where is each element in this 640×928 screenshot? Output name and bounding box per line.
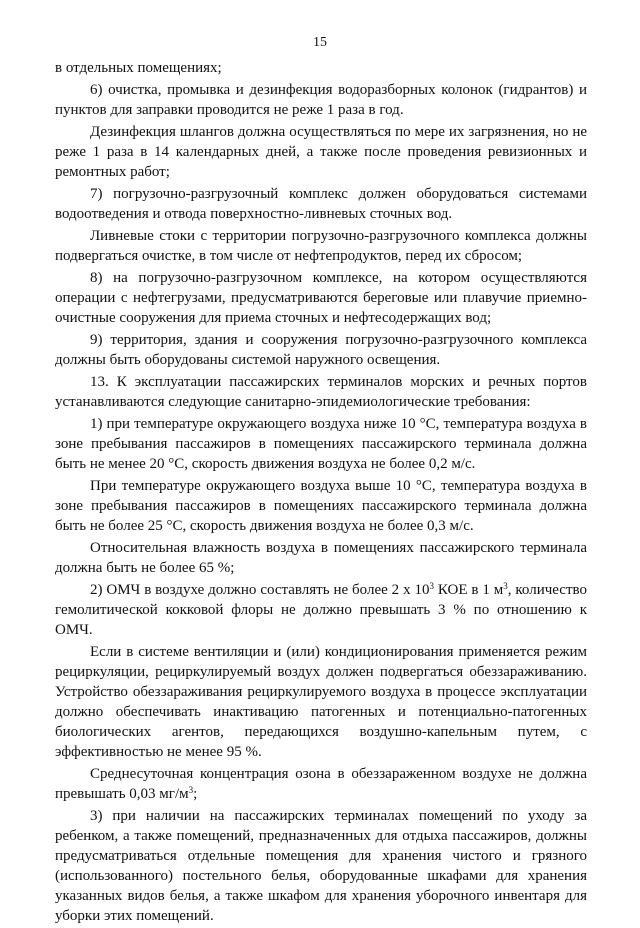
text-run: ; bbox=[193, 786, 198, 802]
paragraph: 9) территория, здания и сооружения погрузочно-разгрузочного комплекса должны быть оборудованы системой наружного освещения. bbox=[55, 332, 587, 368]
paragraph: 3) при наличии на пассажирских терминалах помещений по уходу за ребенком, а также помещений, предназначенных для отдыха пассажиров, должны предусматриваться отдельные помещения для хранения чистого и грязного (использованного) постельного белья, оборудованные шкафами для хранения указанных видов белья, а также шкафом для хранения уборочного инвентаря для уборки этих помещений. bbox=[55, 808, 587, 924]
paragraph: в отдельных помещениях; bbox=[55, 60, 222, 76]
paragraph: 8) на погрузочно-разгрузочном комплексе, на котором осуществляются операции с нефтегрузами, предусматриваются береговые или плавучие приемно-очистные сооружения для приема сточных и нефтесодержащих вод; bbox=[55, 270, 587, 326]
paragraph: Ливневые стоки с территории погрузочно-разгрузочного комплекса должны подвергаться очистке, в том числе от нефтепродуктов, перед их сбросом; bbox=[55, 228, 587, 264]
paragraph bbox=[55, 764, 587, 804]
paragraph: 6) очистка, промывка и дезинфекция водоразборных колонок (гидрантов) и пунктов для заправки проводится не реже 1 раза в год. bbox=[55, 82, 587, 118]
paragraph: 13. К эксплуатации пассажирских терминалов морских и речных портов устанавливаются следующие санитарно-эпидемиологические требования: bbox=[55, 374, 587, 410]
paragraph: Дезинфекция шлангов должна осуществляться по мере их загрязнения, но не реже 1 раза в 14 календарных дней, а также после проведения ревизионных и ремонтных работ; bbox=[55, 124, 587, 180]
superscript: 3 bbox=[188, 785, 194, 795]
paragraph: Относительная влажность воздуха в помещениях пассажирского терминала должна быть не более 65 %; bbox=[55, 540, 587, 576]
text-run: 2) ОМЧ в воздухе должно составлять не более 2 х 10 bbox=[90, 582, 430, 598]
superscript: 3 bbox=[503, 581, 508, 591]
paragraph: Если в системе вентиляции и (или) кондиционирования применяется режим рециркуляции, рециркулируемый воздух должен подвергаться обеззараживанию. Устройство обеззараживания рециркулируемого воздуха в процессе эксплуатации должно обеспечивать инактивацию патогенных и потенциально-патогенных биологических агентов, передающихся воздушно-капельным путем, с эффективностью не менее 95 %. bbox=[55, 644, 587, 760]
paragraph: 7) погрузочно-разгрузочный комплекс должен оборудоваться системами водоотведения и отвода поверхностно-ливневых сточных вод. bbox=[55, 186, 587, 222]
text-run: КОЕ в 1 м bbox=[433, 582, 504, 598]
page-number: 15 bbox=[313, 35, 327, 50]
text-run: Среднесуточная концентрация озона в обеззараженном воздухе не должна превышать 0,03 мг/м bbox=[55, 766, 587, 802]
paragraph bbox=[55, 580, 587, 640]
superscript: 3 bbox=[429, 581, 434, 591]
paragraph: 1) при температуре окружающего воздуха ниже 10 °С, температура воздуха в зоне пребывания пассажиров в помещениях пассажирского терминала должна быть не менее 20 °С, скорость движения воздуха не более 0,2 м/с. bbox=[55, 416, 587, 472]
text-run: , количество гемолитической кокковой флоры не должно превышать 3 % по отношению к ОМЧ. bbox=[55, 582, 588, 638]
document-body bbox=[55, 58, 587, 928]
paragraph: При температуре окружающего воздуха выше 10 °С, температура воздуха в зоне пребывания пассажиров в помещениях пассажирского терминала должна быть не более 25 °С, скорость движения воздуха не более 0,3 м/с. bbox=[55, 478, 587, 534]
